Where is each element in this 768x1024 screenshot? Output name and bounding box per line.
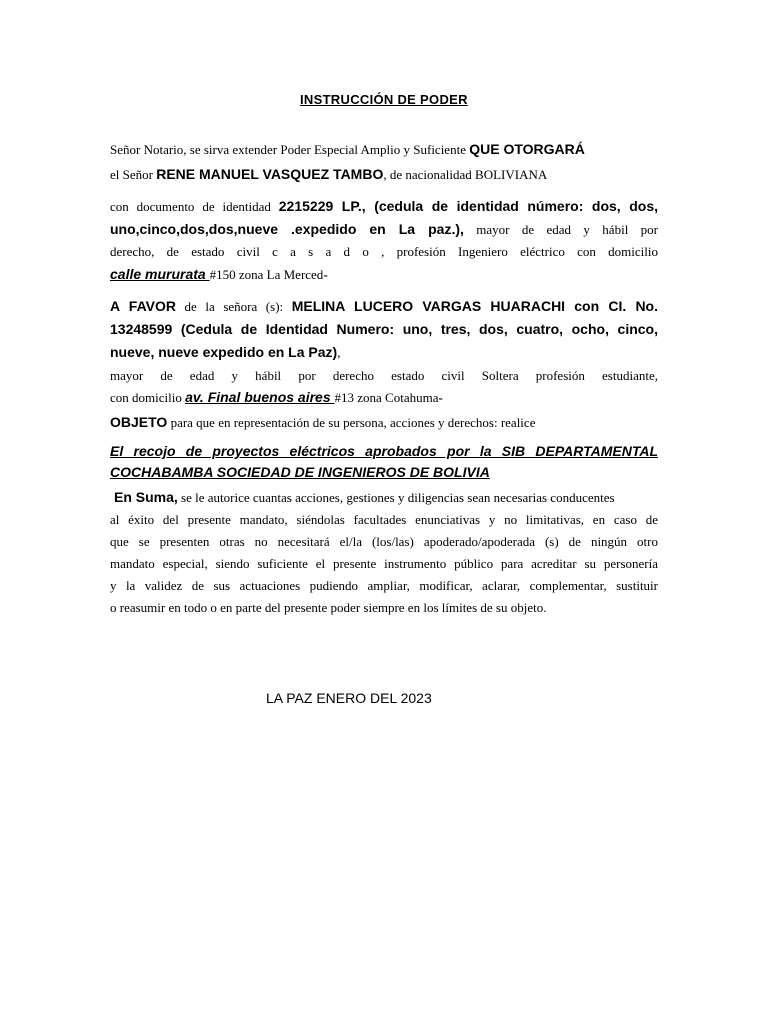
doc-prefix: con documento de identidad xyxy=(110,199,279,214)
objeto-line xyxy=(110,414,535,431)
grantee-street-rest: #13 zona Cotahuma xyxy=(334,390,439,405)
grantee-domicilio: con domicilio xyxy=(110,390,186,405)
date-line: LA PAZ ENERO DEL 2023 xyxy=(266,690,432,706)
id-number-text-2: uno,cinco,dos,dos,nueve .expedido en La paz.), xyxy=(110,221,464,237)
grantor-address-dash: - xyxy=(323,267,328,282)
grantee-address-dash: - xyxy=(438,390,443,405)
senora-text: de la señora (s): xyxy=(184,299,292,314)
intro-line xyxy=(110,141,585,158)
a-favor-label: A FAVOR xyxy=(110,298,176,314)
grantor-street: calle mururata xyxy=(110,266,210,282)
favor-line-2: 13248599 (Cedula de Identidad Numero: uno, tres, dos, cuatro, ocho, cinco, xyxy=(110,321,658,337)
grantee-name-3: nueve, nueve expedido en La Paz) xyxy=(110,344,338,360)
senor-prefix: el Señor xyxy=(110,167,157,182)
grantee-name-1: MELINA LUCERO VARGAS HUARACHI con CI. No. xyxy=(291,298,658,314)
en-suma-line xyxy=(114,489,615,506)
body-line-3: que se presenten otras no necesitará el/la (los/las) apoderado/apoderada (s) de ningún otro xyxy=(110,534,658,549)
body-line-5: y la validez de sus actuaciones pudiendo ampliar, modificar, aclarar, complementar, sustituir xyxy=(110,578,658,593)
grantor-address-line xyxy=(110,266,328,283)
mayor-text: mayor de edad y hábil por xyxy=(476,222,659,237)
grantee-address-line xyxy=(110,389,443,406)
body-line-4: mandato especial, siendo suficiente el presente instrumento público para acreditar su personería xyxy=(110,556,658,571)
grantee-status-line: mayor de edad y hábil por derecho estado civil Soltera profesión estudiante, xyxy=(110,368,658,383)
intro-text: Señor Notario, se sirva extender Poder Especial Amplio y Suficiente xyxy=(110,142,470,157)
favor-line-3 xyxy=(110,344,340,361)
grantor-line xyxy=(110,166,547,183)
object-line-2: COCHABAMBA SOCIEDAD DE INGENIEROS DE BOLIVIA xyxy=(110,464,490,480)
en-suma-label: En Suma, xyxy=(114,489,178,505)
body-line-6: o reasumir en todo o en parte del presente poder siempre en los límites de su objeto. xyxy=(110,600,547,615)
civil-status-line: derecho, de estado civil c a s a d o , profesión Ingeniero eléctrico con domicilio xyxy=(110,244,658,259)
objeto-rest: para que en representación de su persona, acciones y derechos: realice xyxy=(167,415,536,430)
document-title: INSTRUCCIÓN DE PODER xyxy=(300,92,468,107)
objeto-label: OBJETO xyxy=(110,414,168,430)
body-line-2: al éxito del presente mandato, siéndolas facultades enunciativas y no limitativas, en caso de xyxy=(110,512,658,527)
en-suma-rest: se le autorice cuantas acciones, gestiones y diligencias sean necesarias conducentes xyxy=(177,490,615,505)
grantee-street: av. Final buenos aires xyxy=(185,389,335,405)
grantor-street-rest: #150 zona La Merced xyxy=(209,267,324,282)
grantee-comma: , xyxy=(337,345,341,360)
object-line-1: El recojo de proyectos eléctricos aprobados por la SIB DEPARTAMENTAL xyxy=(110,443,658,459)
grantor-name: RENE MANUEL VASQUEZ TAMBO xyxy=(156,166,384,182)
id-number-text-1: 2215229 LP., (cedula de identidad número: dos, dos, xyxy=(278,198,658,214)
otorgara-text: QUE OTORGARÁ xyxy=(469,141,585,157)
nationality-text: , de nacionalidad BOLIVIANA xyxy=(383,167,548,182)
